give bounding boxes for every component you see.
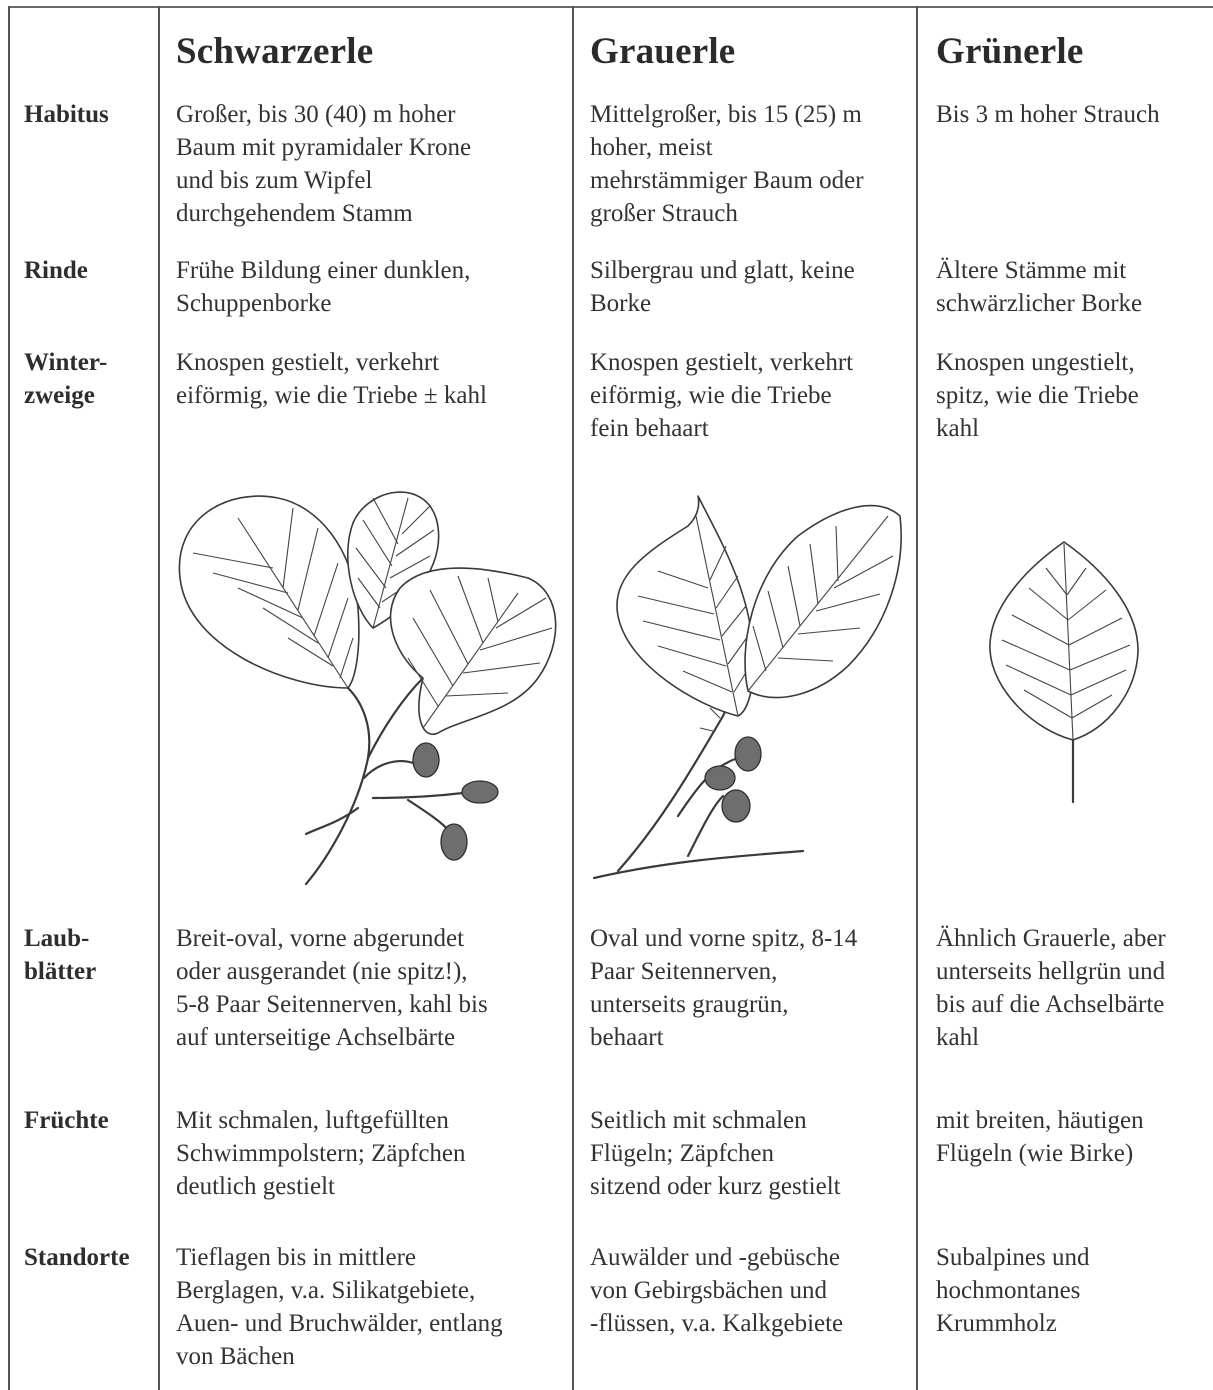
row-label-laubblaetter: Laub- blätter [24,925,97,985]
cell-laubblaetter-schwarzerle: Breit-oval, vorne abgerundet oder ausgerandet (nie spitz!), 5-8 Paar Seitennerven, kahl bis auf unterseitige Achselbärte [176,925,488,1051]
grey-alder-branch-illustration [588,496,908,886]
column-divider [8,6,10,1390]
cell-laubblaetter-grauerle: Oval und vorne spitz, 8-14 Paar Seitennerven, unterseits graugrün, behaart [590,925,858,1051]
cell-winterzweige-schwarzerle: Knospen gestielt, verkehrt eiförmig, wie die Triebe ± kahl [176,349,487,409]
cell-habitus-grauerle: Mittelgroßer, bis 15 (25) m hoher, meist mehrstämmiger Baum oder großer Strauch [590,101,864,227]
cell-standorte-schwarzerle: Tieflagen bis in mittlere Berglagen, v.a. Silikatgebiete, Auen- und Bruchwälder, entlang von Bächen [176,1244,503,1370]
cell-standorte-gruenerle: Subalpines und hochmontanes Krummholz [936,1244,1090,1337]
header-grauerle: Grauerle [590,31,736,72]
row-label-rinde: Rinde [24,257,88,284]
row-label-fruechte: Früchte [24,1107,109,1134]
cell-winterzweige-gruenerle: Knospen ungestielt, spitz, wie die Triebe kahl [936,349,1139,442]
black-alder-branch-illustration [168,478,568,898]
cell-habitus-schwarzerle: Großer, bis 30 (40) m hoher Baum mit pyramidaler Krone und bis zum Wipfel durchgehendem Stamm [176,101,472,227]
row-label-habitus: Habitus [24,101,109,128]
cell-winterzweige-grauerle: Knospen gestielt, verkehrt eiförmig, wie die Triebe fein behaart [590,349,854,442]
header-gruenerle: Grünerle [936,31,1084,72]
cell-habitus-gruenerle: Bis 3 m hoher Strauch [936,101,1160,128]
cell-standorte-grauerle: Auwälder und -gebüsche von Gebirgsbächen und -flüssen, v.a. Kalkgebiete [590,1244,844,1337]
cell-rinde-gruenerle: Ältere Stämme mit schwärzlicher Borke [936,257,1143,317]
cell-fruechte-grauerle: Seitlich mit schmalen Flügeln; Zäpfchen sitzend oder kurz gestielt [590,1107,841,1200]
cell-fruechte-schwarzerle: Mit schmalen, luftgefüllten Schwimmpolstern; Zäpfchen deutlich gestielt [176,1107,466,1200]
column-divider [572,6,574,1390]
cell-rinde-schwarzerle: Frühe Bildung einer dunklen, Schuppenborke [176,257,471,317]
green-alder-leaf-illustration [984,540,1144,806]
header-schwarzerle: Schwarzerle [176,31,374,72]
row-label-winterzweige: Winter- zweige [24,349,108,409]
top-border [8,6,1213,8]
column-divider [158,6,160,1390]
cell-fruechte-gruenerle: mit breiten, häutigen Flügeln (wie Birke) [936,1107,1144,1167]
cell-rinde-grauerle: Silbergrau und glatt, keine Borke [590,257,855,317]
cell-laubblaetter-gruenerle: Ähnlich Grauerle, aber unterseits hellgrün und bis auf die Achselbärte kahl [936,925,1166,1051]
column-divider [916,6,918,1390]
row-label-standorte: Standorte [24,1244,130,1271]
